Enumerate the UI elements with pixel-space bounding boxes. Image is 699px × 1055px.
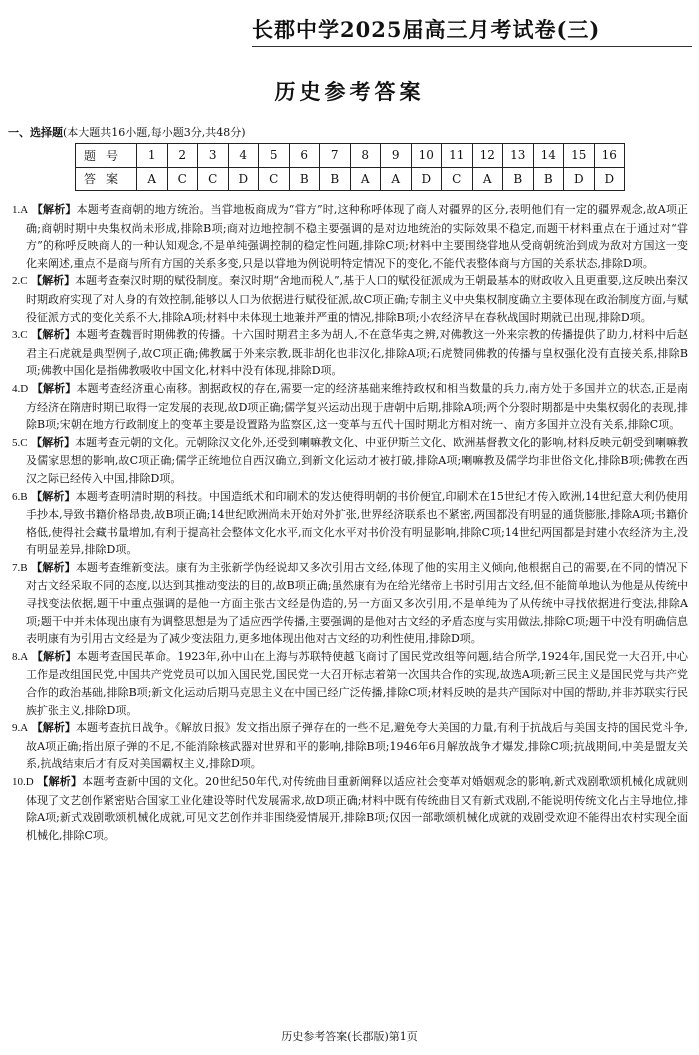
item-answer: 3.C [12, 329, 28, 342]
answer-cell: C [259, 167, 290, 191]
answer-cell: C [442, 167, 473, 191]
item-answer: 4.D [12, 382, 29, 395]
explanation-item [12, 272, 688, 326]
item-text: 本题考查维新变法。康有为主张新学伪经说却又多次引用古文经,体现了他的实用主义倾向,他根据自己的需要,在不同的情况下对古文经采取不同的态度,以达到其推动变法的目的,故B项正确;虽然康有为在给光绪帝上书时引用古文经,但不能简单地认为他是从传统中寻找变法依据,题干中重点强调的是他一方面主张古文经是伪造的,另一方面又多次引用,不是单纯为了从传统中寻找依据进行变法,排除A项;题干中并未体现出康有为调整思想是为了适应西学传播,主要强调的是他对古文经的矛盾态度与实用做法,排除C项;题干中没有明确信息表明康有为引用古文经是为了减少变法阻力,更多地体现出他对古文经的功利性使用,排除D项。 [26, 560, 688, 646]
question-number-row [76, 144, 625, 168]
answer-cell: D [228, 167, 259, 191]
item-answer: 1.A [12, 204, 29, 216]
question-number-cell: 12 [472, 144, 503, 168]
explanation-item [12, 488, 688, 559]
item-text: 本题考查新中国的文化。20世纪50年代,对传统曲目重新阐释以适应社会变革对婚姻观念的影响,新式戏剧歌颂机械化成就则体现了文艺创作紧密贴合国家工业化建设等时代发展需求,故D项正确;材料中既有传统曲目又有新式戏剧,不能说明传统文化占主导地位,排除A项;新式戏剧歌颂机械化成就,可见文艺创作并非围绕爱情展开,排除B项;仅因一部歌颂机械化成就的戏剧受欢迎不能得出农村实现全面机械化,排除C项。 [26, 775, 689, 842]
item-answer: 7.B [12, 561, 28, 574]
answer-cell: C [167, 167, 198, 191]
question-number-cell: 10 [411, 144, 442, 168]
analysis-tag: 【解析】 [31, 328, 76, 342]
answer-cell: A [350, 167, 381, 191]
explanation-item [12, 559, 688, 648]
question-number-header: 题号 [76, 144, 137, 168]
item-text: 本题考查魏晋时期佛教的传播。十六国时期君主多为胡人,不在意华夷之辨,对佛教这一外来宗教的传播提供了助力,材料中后赵君主石虎就是典型例子,故C项正确;佛教属于外来宗教,既非胡化也非汉化,排除A项;石虎赞同佛教的传播与皇权强化没有直接关系,排除B项;佛教中国化是指佛教吸收中国文化,材料中没有体现,排除D项。 [26, 328, 688, 378]
question-number-cell: 6 [289, 144, 320, 168]
analysis-tag: 【解析】 [31, 381, 77, 395]
answer-cell: D [564, 167, 595, 191]
answer-table [75, 143, 625, 191]
question-number-cell: 2 [167, 144, 198, 168]
answer-cell: A [381, 167, 412, 191]
explanation-item [12, 719, 688, 773]
question-number-cell: 13 [503, 144, 534, 168]
explanation-item [12, 434, 688, 488]
page-footer: 历史参考答案(长郡版)第1页 [281, 1030, 418, 1043]
analysis-tag: 【解析】 [31, 721, 76, 735]
explanation-item [12, 773, 688, 844]
section-heading [8, 124, 246, 140]
item-answer: 6.B [12, 490, 28, 503]
question-number-cell: 1 [137, 144, 168, 168]
item-answer: 2.C [12, 275, 28, 288]
question-number-cell: 8 [350, 144, 381, 168]
item-text: 本题考查元朝的文化。元朝除汉文化外,还受到喇嘛教文化、中亚伊斯兰文化、欧洲基督教文化的影响,材料反映元朝受到喇嘛教及儒家思想的影响,故C项正确;儒学正统地位自西汉确立,到新文化运动才被打破,排除A项;喇嘛教及儒学均非世俗文化,排除B项;佛教在西汉之际已经传入中国,排除D项。 [26, 435, 688, 485]
item-answer: 8.A [12, 650, 29, 663]
answer-cell: C [198, 167, 229, 191]
analysis-tag: 【解析】 [31, 203, 77, 216]
answer-cell: B [289, 167, 320, 191]
question-number-cell: 5 [259, 144, 290, 168]
analysis-tag: 【解析】 [37, 775, 83, 788]
explanation-item [12, 201, 688, 272]
analysis-tag: 【解析】 [31, 435, 76, 449]
analysis-tag: 【解析】 [31, 274, 76, 288]
answer-cell: A [137, 167, 168, 191]
answer-cell: B [533, 167, 564, 191]
item-text: 本题考查国民革命。1923年,孙中山在上海与苏联特使越飞商讨了国民党改组等问题,结合所学,1924年,国民党一大召开,中心工作是改组国民党,中国共产党党员可以加入国民党,国民党一大召开标志着第一次国共合作的实现,故选A项;新三民主义是国民党与共产党合作的政治基础,排除B项;新文化运动后期马克思主义在中国已经广泛传播,排除C项;材料反映的是共产国际对中国的帮助,并非苏联实行民族扩张主义,排除D项。 [26, 649, 689, 717]
question-number-cell: 3 [198, 144, 229, 168]
answer-cell: B [503, 167, 534, 191]
analysis-tag: 【解析】 [31, 560, 76, 574]
item-text: 本题考查商朝的地方统治。当甞地板商成为“甞方”时,这种称呼体现了商人对疆界的区分,表明他们有一定的疆界观念,故A项正确;商朝时期中央集权尚未形成,排除B项;商对边地控制不稳主要强调的是对边地统治的实际效果不稳定,而题干材料重点在于通过对“甞方”的称呼反映商人的一种认知观念,不是单纯强调控制的稳定性问题,排除C项;材料中主要围绕甞地从受商朝统治到成为敌对方国这一变化来阐述,重点不是商与所有方国的关系多变,只是以甞地为例说明特定情况下的变化,不能代表整体商与方国的关系状态,排除D项。 [26, 203, 688, 270]
explanation-item [12, 648, 688, 719]
answer-row [76, 167, 625, 191]
answer-header: 答案 [76, 167, 137, 191]
question-number-cell: 15 [564, 144, 595, 168]
item-answer: 9.A [12, 722, 29, 735]
answer-cell: A [472, 167, 503, 191]
section-note: (本大题共16小题,每小题3分,共48分) [63, 126, 246, 139]
analysis-tag: 【解析】 [31, 489, 76, 503]
question-number-cell: 16 [594, 144, 625, 168]
question-number-cell: 11 [442, 144, 473, 168]
item-answer: 5.C [12, 436, 28, 449]
section-title: 一、选择题 [8, 126, 63, 139]
answer-cell: B [320, 167, 351, 191]
item-text: 本题考查抗日战争。《解放日报》发文指出原子弹存在的一些不足,避免夸大美国的力量,有利于抗战后与美国支持的国民党斗争,故A项正确;指出原子弹的不足,不能消除核武器对世界和平的影响,排除B项;1946年6月解放战争才爆发,排除C项;抗战期间,中美是盟友关系,抗战结束后才有反对美国霸权主义,排除D项。 [26, 721, 689, 771]
document-title: 历史参考答案 [274, 79, 425, 104]
answer-cell: D [411, 167, 442, 191]
question-number-cell: 4 [228, 144, 259, 168]
explanation-item [12, 326, 688, 380]
item-text: 本题考查秦汉时期的赋役制度。秦汉时期“舍地而税人”,基于人口的赋役征派成为王朝最基本的财政收入且更重要,这反映出秦汉时期政府实现了对人身的有效控制,能够以人口为依据进行赋役征派,故C项正确;专制主义中央集权制度确立主要体现在政治制度方面,与赋役征派方式的变化关系不大,排除A项;材料中未体现土地兼并严重的情况,排除B项;小农经济早在春秋战国时期就已出现,排除D项。 [26, 274, 688, 324]
explanation-item [12, 380, 688, 434]
answer-cell: D [594, 167, 625, 191]
item-answer: 10.D [12, 776, 34, 788]
school-exam-title: 长郡中学2025届高三月考试卷(三) [252, 17, 601, 42]
question-number-cell: 9 [381, 144, 412, 168]
explanation-list [12, 201, 688, 844]
question-number-cell: 7 [320, 144, 351, 168]
analysis-tag: 【解析】 [31, 649, 77, 663]
title-underline [252, 46, 692, 47]
item-text: 本题考查明清时期的科技。中国造纸术和印刷术的发达使得明朝的书价便宜,印刷术在15世纪才传入欧洲,14世纪意大利仍使用手抄本,导致书籍价格昂贵,故B项正确;14世纪欧洲尚未开始对外扩张,世界经济联系也不紧密,两国都没有明显的通货膨胀,排除A项;书籍价格低,使得社会藏书量增加,有利于提高社会整体文化水平,而文化水平对书价没有明显影响,排除C项;14世纪两国都是封建小农经济为主,没有明显差异,排除D项。 [26, 489, 689, 557]
item-text: 本题考查经济重心南移。割据政权的存在,需要一定的经济基础来维持政权和相当数量的兵力,南方处于多国并立的状态,正是南方经济在隋唐时期已取得一定发展的表现,故D项正确;儒学复兴运动出现于唐朝中后期,排除A项;两个分裂时期都是中央集权弱化的表现,排除B项;宋朝在地方行政制度上的变革主要是设置路为监察区,这一变革与五代十国时期北方相对统一、南方多国并立没有关系,排除C项。 [26, 381, 688, 432]
question-number-cell: 14 [533, 144, 564, 168]
